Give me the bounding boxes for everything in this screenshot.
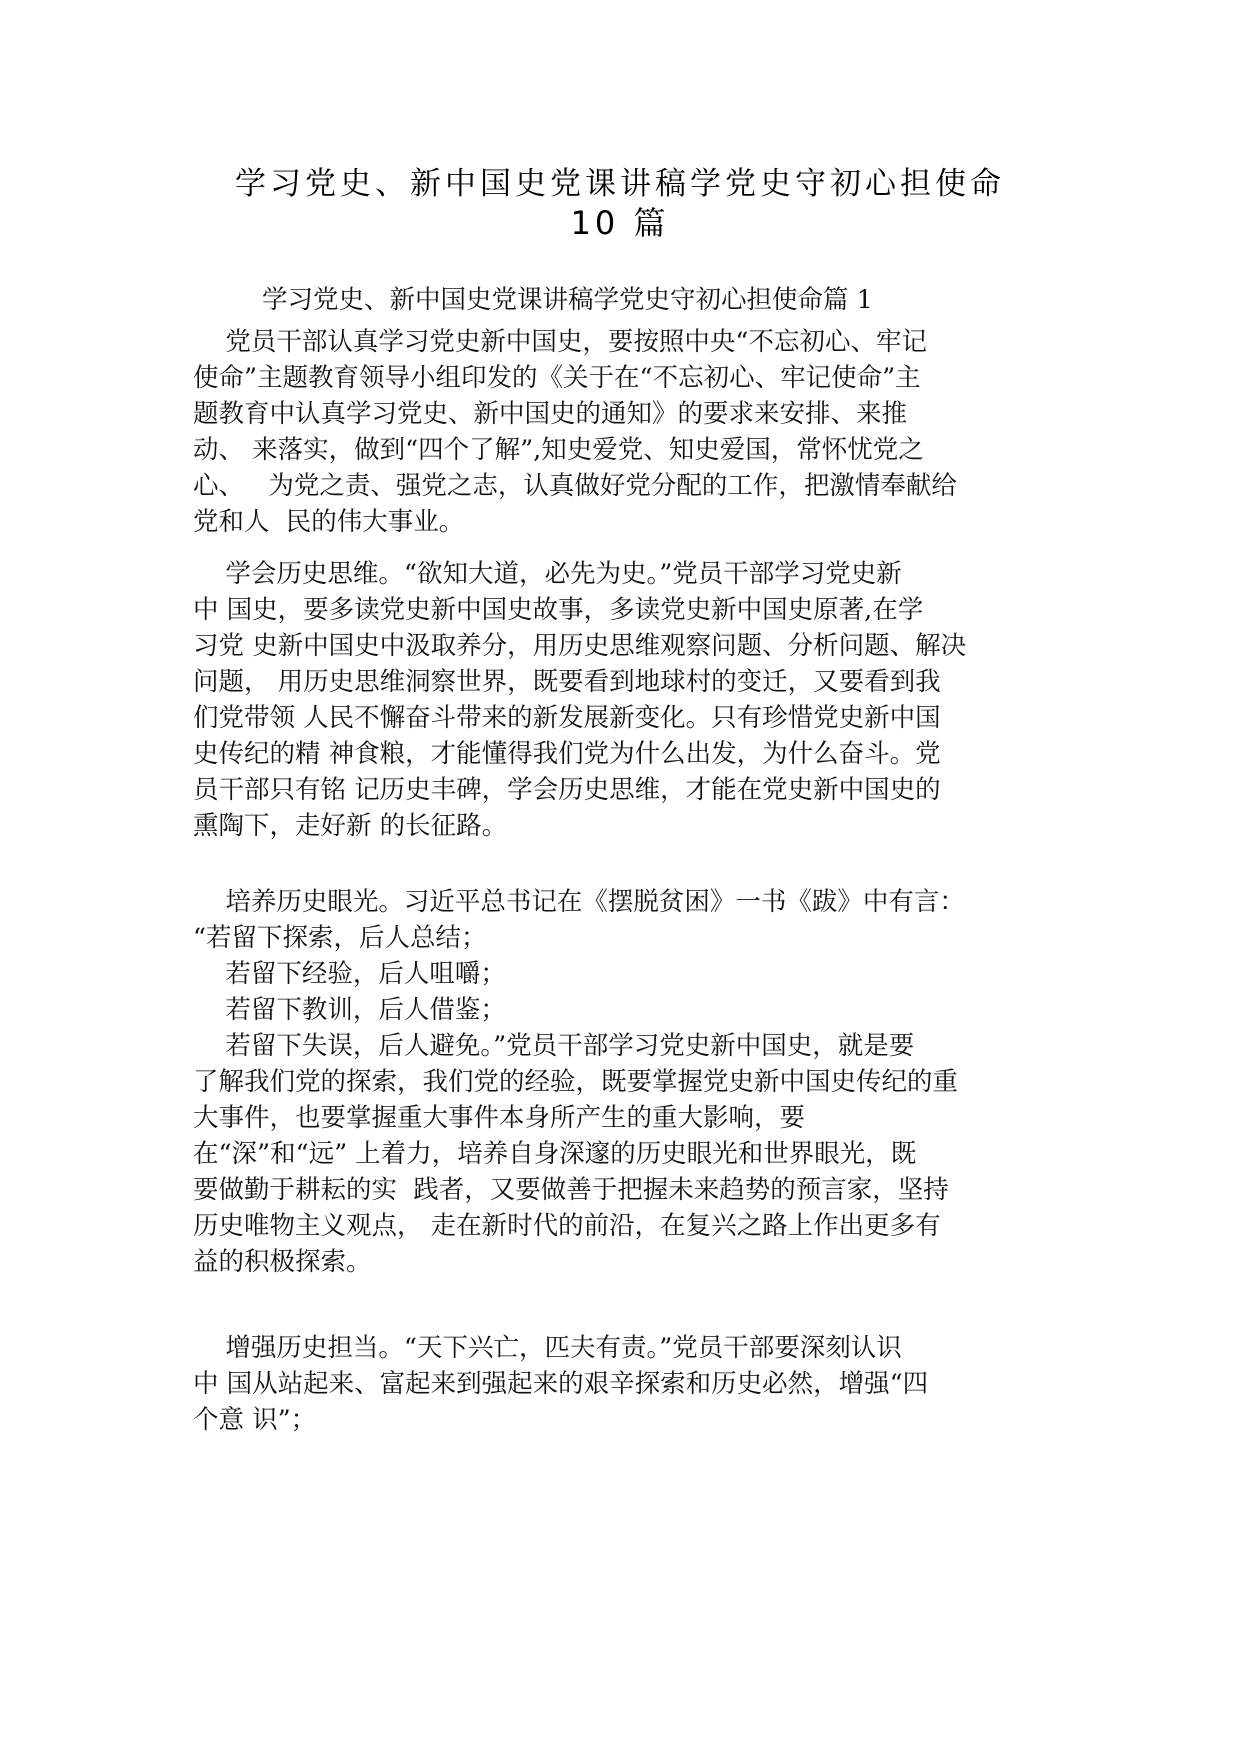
text-line: 中 国史，要多读党史新中国史故事，多读党史新中国史原著,在学 bbox=[193, 595, 924, 625]
text-line: 熏陶下，走好新 的长征路。 bbox=[193, 811, 508, 841]
text-line: 中 国从站起来、富起来到强起来的艰辛探索和历史必然，增强“四 bbox=[193, 1369, 929, 1399]
text-line: 增强历史担当。“天下兴亡，匹夫有责。”党员干部要深刻认识 bbox=[193, 1333, 902, 1363]
text-line: 若留下教训，后人借鉴； bbox=[193, 995, 506, 1025]
document-title-line1: 学习党史、新中国史党课讲稿学党史守初心担使命 bbox=[235, 166, 1005, 202]
text-line: 个意 识”； bbox=[193, 1405, 317, 1435]
text-line: 党和人 民的伟大事业。 bbox=[193, 507, 465, 537]
text-line: 们党带领 人民不懈奋斗带来的新发展新变化。只有珍惜党史新中国 bbox=[193, 703, 941, 733]
text-line: 党员干部认真学习党史新中国史，要按照中央“不忘初心、牢记 bbox=[193, 327, 927, 357]
text-line: 史传纪的精 神食粮，才能懂得我们党为什么出发，为什么奋斗。党 bbox=[193, 739, 941, 769]
text-line: 学会历史思维。“欲知大道，必先为史。”党员干部学习党史新 bbox=[193, 559, 902, 589]
paragraph bbox=[193, 324, 1073, 540]
text-line: 了解我们党的探索，我们党的经验，既要掌握党史新中国史传纪的重 bbox=[193, 1067, 959, 1097]
text-line: 心、 为党之责、强党之志，认真做好党分配的工作，把激情奉献给 bbox=[193, 471, 957, 501]
text-line: 题教育中认真学习党史、新中国史的通知》的要求来安排、来推 bbox=[193, 399, 908, 429]
text-line: 益的积极探索。 bbox=[193, 1247, 372, 1277]
text-line: 若留下失误，后人避免。”党员干部学习党史新中国史，就是要 bbox=[193, 1031, 915, 1061]
text-line: 动、 来落实，做到“四个了解”,知史爱党、知史爱国，常怀忧党之 bbox=[193, 435, 924, 465]
section-subheading: 学习党史、新中国史党课讲稿学党史守初心担使命篇 1 bbox=[262, 285, 873, 315]
text-line: 若留下经验，后人咀嚼； bbox=[193, 959, 506, 989]
text-line: 员干部只有铭 记历史丰碑，学会历史思维，才能在党史新中国史的 bbox=[193, 775, 941, 805]
document-title-line2: 10 篇 bbox=[570, 204, 670, 242]
paragraph bbox=[193, 556, 1073, 844]
text-line: 在“深”和“远” 上着力，培养自身深邃的历史眼光和世界眼光，既 bbox=[193, 1139, 917, 1169]
text-line: 大事件，也要掌握重大事件本身所产生的重大影响，要 bbox=[193, 1103, 806, 1133]
text-line: 使命”主题教育领导小组印发的《关于在“不忘初心、牢记使命”主 bbox=[193, 363, 921, 393]
text-line: 问题， 用历史思维洞察世界，既要看到地球村的变迁，又要看到我 bbox=[193, 667, 941, 697]
text-line: “若留下探索，后人总结； bbox=[193, 923, 487, 953]
text-line: 习党 史新中国史中汲取养分，用历史思维观察问题、分析问题、解决 bbox=[193, 631, 967, 661]
paragraph bbox=[193, 1330, 1073, 1438]
text-line: 培养历史眼光。习近平总书记在《摆脱贫困》一书《跋》中有言： bbox=[193, 887, 965, 917]
paragraph bbox=[193, 884, 1073, 1280]
text-line: 要做勤于耕耘的实 践者，又要做善于把握未来趋势的预言家，坚持 bbox=[193, 1175, 949, 1205]
text-line: 历史唯物主义观点， 走在新时代的前沿，在复兴之路上作出更多有 bbox=[193, 1211, 941, 1241]
